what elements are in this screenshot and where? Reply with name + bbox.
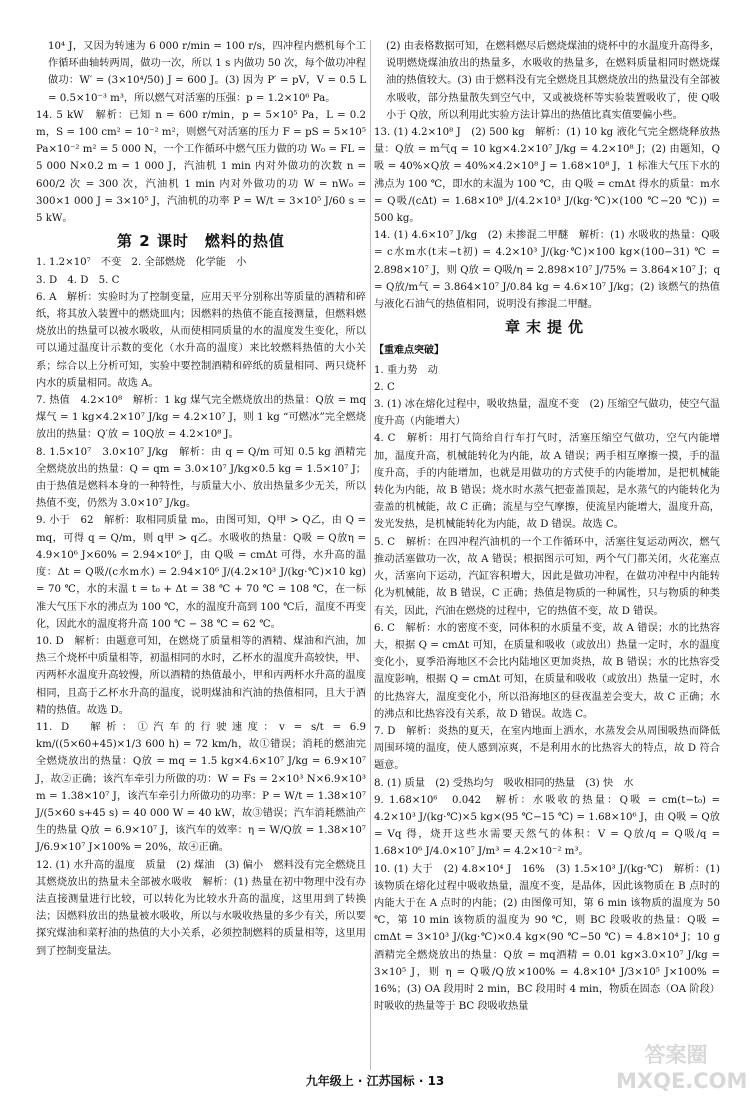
chapter-title: 章末提优	[504, 318, 589, 337]
review-answer-5: 5. C 解析：在四冲程汽油机的一个工作循环中，活塞往复运动两次，燃气推动活塞做功一次，故 A 错误；根据图示可知，两个气门都关闭，火花塞点火，活塞向下运动，汽缸容积增大，因此是做功冲程，在做功冲程中内能转化为机械能，故 B 错误，C 正确；热值是物质的一种属性，只与物质的种类有关，因此，汽油在燃烧的过程中，它的热值不变，故 D 错误。	[374, 536, 720, 617]
review-answer-4: 4. C 解析：用打气筒给自行车打气时，活塞压缩空气做功，空气内能增加，温度升高，机械能转化为内能，故 A 错误；两手相互摩擦一摸，手的温度升高，手的内能增加，也就是用做功的方式使手的内能增加，是把机械能转化为内能，故 B 错误；烧水时水蒸气把壶盖顶起，是水蒸气的内能转化为壶盖的机械能，故 C 正确；流星与空气摩擦，使流星内能增大，温度升高，发光发热，是机械能转化为内能，故 D 错误。故选 C。	[374, 433, 720, 531]
page-footer: 九年级上 · 江苏国标 · 13	[305, 1074, 445, 1088]
answer-12: 12. (1) 水升高的温度 质量 (2) 煤油 (3) 偏小 燃料没有完全燃烧且其燃烧放出的热量未全部被水吸收 解析：(1) 热量在初中物理中没有办法直接测量进行比较，可以转化为比较水升高的温度，这里用到了转换法；因燃料放出的热量被水吸收，所以与水吸收热量的多少有关，所以要探究煤油和菜籽油的热值的大小关系，必须控制燃料的质量相等，这里用到了控制变量法。	[36, 859, 366, 957]
answer-8: 8. 1.5×10⁷ 3.0×10⁷ J/kg 解析：由 q = Q/m 可知 0.5 kg 酒精完全燃烧放出的热量：Q = qm = 3.0×10⁷ J/kg×0.5 kg = 1.5×10⁷ J；由于热值是燃料本身的一种特性，与质量大小、放出热量多少无关，所以热值不变，仍然为 3.0×10⁷ J/kg。	[36, 446, 366, 510]
answer-9: 9. 小于 62 解析：取相同质量 m₀，由图可知，Q甲 > Q乙，由 Q = mq，可得 q = Q/m，则 q甲 > q乙。水吸收的热量：Q吸 = Q放η = 4.9×10⁶ J×60% = 2.94×10⁶ J，由 Q吸 = cmΔt 可得，水升高的温度：Δt = Q吸/(c水m水) = 2.94×10⁶ J/(4.2×10³ J/(kg·℃)×10 kg) = 70 ℃，水的末温 t = t₀ + Δt = 38 ℃ + 70 ℃ = 108 ℃，在一标准大气压下水的沸点为 100 ℃，水的温度升高到 100 ℃后，温度不再变化，因此水的温度将升高 100 ℃ − 38 ℃ = 62 ℃。	[36, 515, 366, 630]
answer-11: 11. D 解析：①汽车的行驶速度：v = s/t = 6.9 km/((5×60+45)×1/3 600 h) = 72 km/h，故①错误；消耗的燃油完全燃烧放出的热量：Q放 = mq = 1.5 kg×4.6×10⁷ J/kg = 6.9×10⁷ J，故②正确；该汽车牵引力所做的功：W = Fs = 2×10³ N×6.9×10³ m = 1.38×10⁷ J，该汽车牵引力所做功的功率：P = W/t = 1.38×10⁷ J/(5×60 s+45 s) = 40 000 W = 40 kW，故③错误；汽车消耗燃油产生的热量 Q放 = 6.9×10⁷ J，该汽车的效率：η = W/Q放 = 1.38×10⁷ J/6.9×10⁷ J×100% = 20%，故④正确。	[36, 721, 366, 854]
answer-10: 10. D 解析：由题意可知，在燃烧了质量相等的酒精、煤油和汽油，加热三个烧杯中质量相等，初温相同的水时，乙杯水的温度升高较快，甲、丙两杯水温度升高较慢，所以酒精的热值最小，甲和丙两杯水升高的温度相同，且高于乙杯水升高的温度，说明煤油和汽油的热值相同，且大于酒精的热值。故选 D。	[36, 635, 366, 716]
review-answer-1: 1. 重力势 动	[374, 364, 438, 376]
answer-7: 7. 热值 4.2×10⁸ 解析：1 kg 煤气完全燃烧放出的热量：Q放 = mq煤气 = 1 kg×4.2×10⁷ J/kg = 4.2×10⁷ J，则 1 kg “可燃冰”完全燃烧放出的热量：Q′放 = 10Q放 = 4.2×10⁸ J。	[36, 395, 366, 441]
answer-6: 6. A 解析：实验时为了控制变量，应用天平分别称出等质量的酒精和碎纸，将其放入装置中的燃烧皿内；因燃料的热值不能直接测量，但燃料燃烧放出的热量可以被水吸收，从而使相同质量的水的温度发生变化，所以可以通过温度计示数的变化（水升高的温度）来比较燃料热值的大小关系；综合以上分析可知，实验中要控制酒精和碎纸的质量相同、两只烧杯内水的质量相同。故选 A。	[36, 291, 366, 389]
review-answer-10: 10. (1) 大于 (2) 4.8×10⁴ J 16% (3) 1.5×10³ J/(kg·℃) 解析：(1) 该物质在熔化过程中吸收热量，温度不变，是晶体，因此该物质在 B 点时的内能大于在 A 点时的内能；(2) 由图像可知，第 6 min 该物质的温度为 50 ℃，第 10 min 该物质的温度为 90 ℃，则 BC 段吸收的热量：Q吸 = cmΔt = 3×10³ J/(kg·℃)×0.4 kg×(90 ℃−50 ℃) = 4.8×10⁴ J；10 g 酒精完全燃烧放出的热量：Q放 = mq酒精 = 0.01 kg×3.0×10⁷ J/kg = 3×10⁵ J，则 η = Q吸/Q放×100% = 4.8×10⁴ J/3×10⁵ J×100% = 16%；(3) OA 段用时 2 min，BC 段用时 4 min，物质在固态（OA 阶段）时吸收的热量等于 BC 段吸收热量	[374, 863, 720, 1013]
answer-13: 13. (1) 4.2×10⁸ J (2) 500 kg 解析：(1) 10 kg 液化气完全燃烧释放热量：Q放 = m气q = 10 kg×4.2×10⁷ J/kg = 4.2×10⁸ J；(2) 由题知，Q吸 = 40%×Q放 = 40%×4.2×10⁸ J = 1.68×10⁸ J，1 标准大气压下水的沸点为 100 ℃，即水的末温为 100 ℃，由 Q吸 = cmΔt 得水的质量：m水 = Q吸/(cΔt) = 1.68×10⁸ J/(4.2×10³ J/(kg·℃)×(100 ℃−20 ℃)) = 500 kg。	[374, 127, 720, 225]
right-column	[374, 38, 720, 1015]
answer-13-continued: 10⁴ J，又因为转速为 6 000 r/min = 100 r/s，四冲程内燃机每个工作循环曲轴转两周，做功一次，所以 1 s 内做功 50 次，每个做功冲程做功：W′ = (3×10⁴/50) J = 600 J。(3) 因为 P′ = pV，V = 0.5 L = 0.5×10⁻³ m³，所以燃气对活塞的压强：p = 1.2×10⁶ Pa。	[48, 41, 366, 104]
answer-14: 14. (1) 4.6×10⁷ J/kg (2) 未掺混二甲醚 解析：(1) 水吸收的热量：Q吸 = c水m水(t末−t初) = 4.2×10³ J/(kg·℃)×100 kg×(100−31) ℃ = 2.898×10⁷ J，则 Q放 = Q吸/η = 2.898×10⁷ J/75% = 3.864×10⁷ J；q = Q放/m气 = 3.864×10⁷ J/0.84 kg = 4.6×10⁷ J/kg；(2) 该燃气的热值与液化石油气的热值相同，说明没有掺混二甲醚。	[374, 230, 720, 311]
watermark-logo	[616, 1042, 748, 1096]
review-answer-9: 9. 1.68×10⁶ 0.042 解析：水吸收的热量：Q吸 = cm(t−t₀) = 4.2×10³ J/(kg·℃)×5 kg×(95 ℃−15 ℃) = 1.68×10⁶ J，由 Q吸 = Q放 = Vq 得，烧开这些水需要天然气的体积：V = Q放/q = Q吸/q = 1.68×10⁶ J/4.0×10⁷ J/m³ = 4.2×10⁻² m³。	[374, 794, 720, 858]
left-column	[36, 38, 366, 960]
answer-12-continued: (2) 由表格数据可知，在燃料燃尽后燃烧煤油的烧杯中的水温度升高得多，说明燃烧煤油放出的热量多，水吸收的热量多，在燃料质量相同时燃烧煤油的热值较大。(3) 由于燃料没有完全燃烧且其燃烧放出的热量没有全部被水吸收，部分热量散失到空气中，又或被烧杯等实验装置吸收了，使 Q吸 小于 Q放，所以利用此实验方法计算出的热值比真实值要偏小些。	[386, 41, 720, 121]
review-answer-3: 3. (1) 冰在熔化过程中，吸收热量，温度不变 (2) 压缩空气做功，使空气温度升高（内能增大）	[374, 399, 720, 428]
answer-14: 14. 5 kW 解析：已知 n = 600 r/min，p = 5×10⁵ Pa，L = 0.2 m，S = 100 cm² = 10⁻² m²，则燃气对活塞的压力 F = pS = 5×10⁵ Pa×10⁻² m² = 5 000 N，一个工作循环中燃气压力做的功 W₀ = FL = 5 000 N×0.2 m = 1 000 J，汽油机 1 min 内对外做功的次数 n = 600/2 次 = 300 次，汽油机 1 min 内对外做功的功 W = nW₀ = 300×1 000 J = 3×10⁵ J，汽油机的功率 P = W/t = 3×10⁵ J/60 s = 5 kW。	[36, 109, 366, 225]
answer-1-2: 1. 1.2×10⁷ 不变 2. 全部燃烧 化学能 小	[36, 257, 247, 269]
section-tag: 【重难点突破】	[374, 345, 444, 357]
column-divider	[370, 40, 371, 1070]
review-answer-2: 2. C	[374, 381, 395, 393]
section-title: 第 2 课时 燃料的热值	[117, 232, 285, 251]
review-answer-7: 7. D 解析：炎热的夏天，在室内地面上洒水，水蒸发会从周围吸热而降低周围环境的温度，使人感到凉爽，不是利用水的比热容大的特点，故 D 符合题意。	[374, 725, 720, 772]
review-answer-8: 8. (1) 质量 (2) 受热均匀 吸收相同的热量 (3) 快 水	[374, 777, 634, 789]
review-answer-6: 6. C 解析：水的密度不变，同体积的水质量不变，故 A 错误；水的比热容大，根据 Q = cmΔt 可知，在质量和吸收（或放出）热量一定时，水的温度变化小，夏季沿海地区不会比内陆地区更加炎热，故 B 错误；水的比热容受温度影响，根据 Q = cmΔt 可知，在质量和吸收（或放出）热量一定时，水的比热容大，温度变化小，所以沿海地区的昼夜温差会变大，故 C 正确；水的沸点和比热容没有关系，故 D 错误。故选 C。	[374, 622, 720, 720]
answer-3-5: 3. D 4. D 5. C	[36, 274, 120, 286]
watermark-text: 答案圈 MXQE.COM	[616, 1043, 748, 1093]
